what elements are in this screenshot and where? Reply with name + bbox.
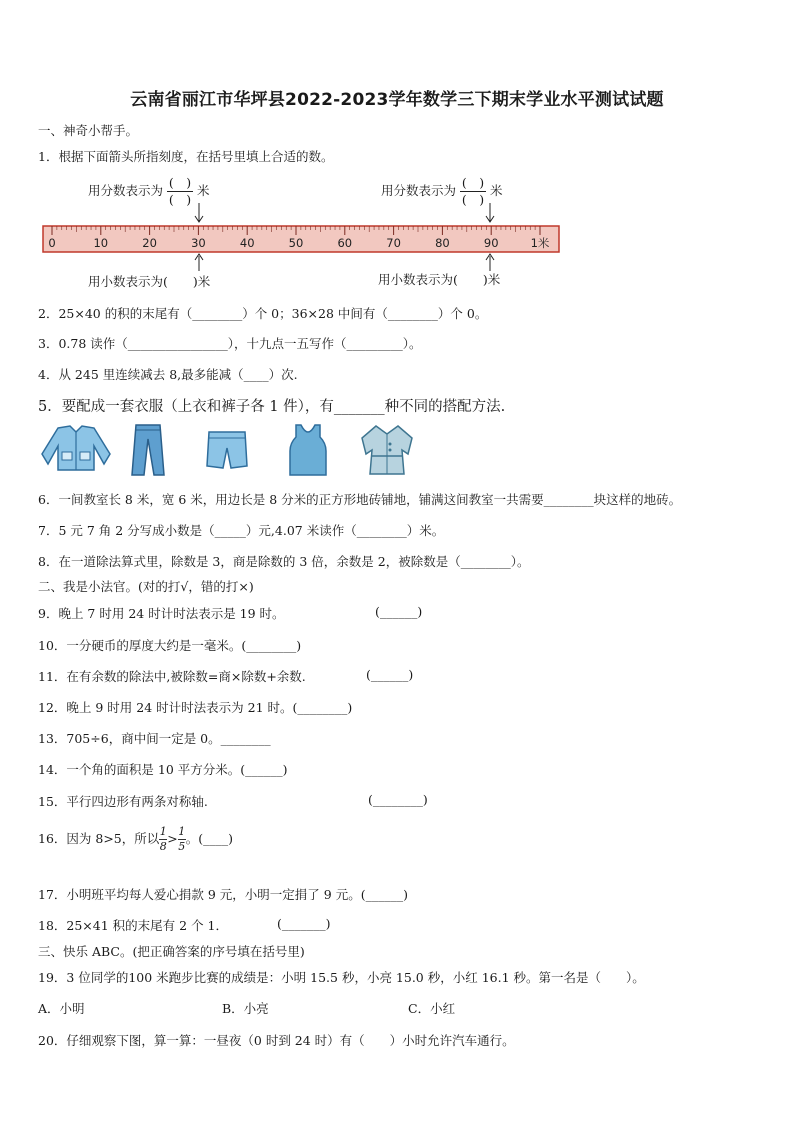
ruler-tick-label: 50 [288,236,304,250]
question-14: 14．一个角的面积是 10 平方分米。(______) [38,762,288,777]
ruler-tick-label: 70 [386,236,401,250]
question-3: 3．0.78 读作（________________），十九点一五写作（_________）。 [38,336,422,351]
section-2-heading: 二、我是小法官。(对的打√，错的打×) [38,579,254,594]
question-15-blank[interactable]: (________) [368,792,428,807]
fraction-one-eighth: $\frac{1}{8}$ [159,825,167,853]
ruler-tick-label: 10 [93,236,109,250]
down-arrow-icon [192,203,206,225]
question-8: 8．在一道除法算式里，除数是 3，商是除数的 3 倍，余数是 2，被除数是（________）。 [38,554,530,569]
jacket-icon [38,424,114,474]
question-15: 15．平行四边形有两条对称轴. [38,794,208,809]
jeans-icon [128,423,168,477]
question-6: 6．一间教室长 8 米，宽 6 米，用边长是 8 分米的正方形地砖铺地，铺满这间教室一共需要________块这样的地砖。 [38,492,682,507]
question-2: 2．25×40 的积的末尾有（________）个 0；36×28 中间有（________）个 0。 [38,306,488,321]
question-10: 10．一分硬币的厚度大约是一毫米。(________) [38,638,302,653]
question-13: 13．705÷6，商中间一定是 0。________ [38,731,271,746]
choice-b[interactable]: B．小亮 [222,1001,269,1016]
question-9-blank[interactable]: (______) [375,604,423,619]
choice-c[interactable]: C．小红 [408,1001,456,1016]
question-18-blank[interactable]: (_______) [277,916,331,931]
ruler-tick-label: 60 [337,236,353,250]
ruler-tick-label: 80 [435,236,450,250]
question-4: 4．从 245 里连续减去 8,最多能减（____）次. [38,367,298,382]
shorts-icon [205,430,249,470]
ruler-tick-label: 20 [142,236,157,250]
fraction-blank-left[interactable]: ( ) ( ) [168,175,192,207]
question-5: 5．要配成一套衣服（上衣和裤子各 1 件），有_______种不同的搭配方法. [38,399,506,415]
question-12: 12．晚上 9 时用 24 时计时法表示为 21 时。(________) [38,700,353,715]
section-1-heading: 一、神奇小帮手。 [38,123,139,138]
ruler [42,224,562,254]
up-arrow-icon [192,253,206,271]
question-19: 19．3 位同学的100 米跑步比赛的成绩是：小明 15.5 秒，小亮 15.0 秒，小红 16.1 秒。第一名是（ ）。 [38,970,645,985]
up-arrow-icon [483,253,497,271]
tank-top-icon [286,423,330,477]
question-1: 1．根据下面箭头所指刻度，在括号里填上合适的数。 [38,149,334,164]
q1-fraction-label-left: 用分数表示为 ( ) ( ) 米 [88,175,210,207]
q1-decimal-label-left: 用小数表示为( )米 [88,274,211,289]
fraction-one-fifth: $\frac{1}{5}$ [178,825,186,853]
page-title: 云南省丽江市华坪县2022-2023学年数学三下期末学业水平测试试题 [130,90,664,110]
q1-fraction-label-right: 用分数表示为 ( ) ( ) 米 [381,175,503,207]
ruler-tick-label: 30 [191,236,206,250]
section-3-heading: 三、快乐 ABC。(把正确答案的序号填在括号里) [38,944,305,959]
q1-decimal-label-right: 用小数表示为( )米 [378,272,501,287]
question-7: 7．5 元 7 角 2 分写成小数是（_____）元,4.07 米读作（________）米。 [38,523,445,538]
ruler-tick-label: 90 [483,236,499,250]
ruler-tick-label: 40 [239,236,255,250]
coat-icon [358,424,416,476]
question-9: 9．晚上 7 时用 24 时计时法表示是 19 时。 [38,606,285,621]
ruler-tick-label: 1米 [530,236,550,250]
question-17: 17．小明班平均每人爱心捐款 9 元，小明一定捐了 9 元。(______) [38,887,408,902]
down-arrow-icon [483,203,497,225]
fraction-blank-right[interactable]: ( ) ( ) [461,175,485,207]
question-20: 20．仔细观察下图，算一算：一昼夜（0 时到 24 时）有（ ）小时允许汽车通行。 [38,1033,515,1048]
question-18: 18．25×41 积的末尾有 2 个 1． [38,918,228,933]
ruler-tick-label: 0 [48,236,56,250]
question-11: 11．在有余数的除法中,被除数=商×除数+余数. [38,669,306,684]
choice-a[interactable]: A．小明 [38,1001,85,1016]
question-11-blank[interactable]: (______) [366,667,414,682]
question-16: 16．因为 8>5，所以$\frac{1}{8}>\frac{1}{5}$。(____) [38,825,234,853]
